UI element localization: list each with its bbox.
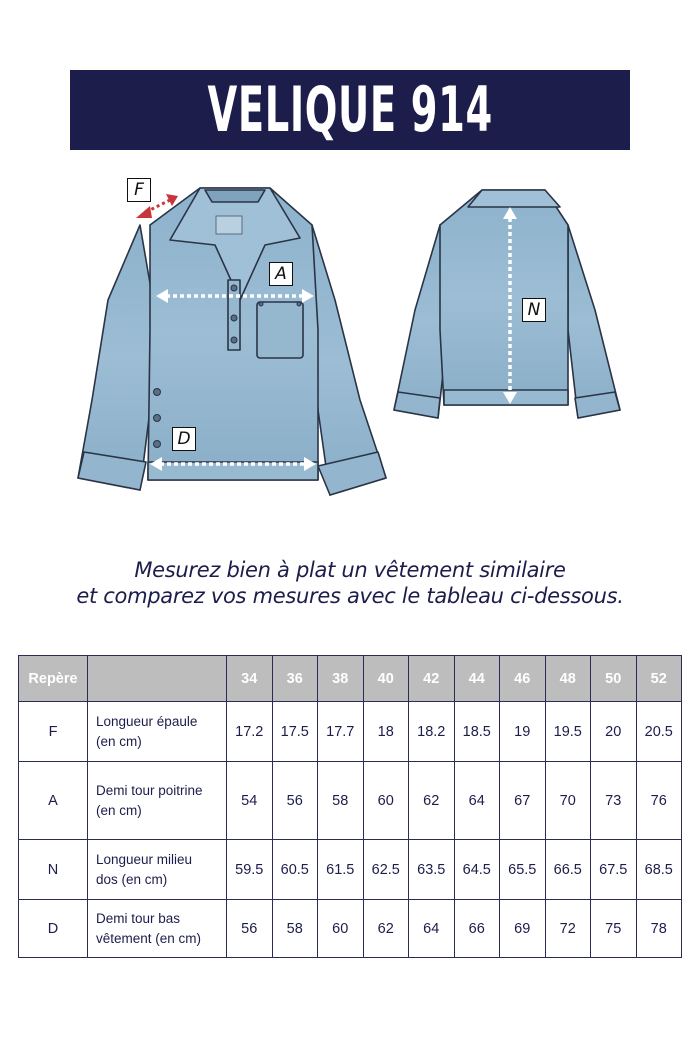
value-cell: 19	[500, 702, 546, 762]
value-cell: 17.7	[318, 702, 364, 762]
header-description	[88, 656, 227, 702]
value-cell: 65.5	[500, 840, 546, 900]
value-cell: 60.5	[272, 840, 318, 900]
value-cell: 64.5	[454, 840, 500, 900]
value-cell: 61.5	[318, 840, 364, 900]
value-cell: 17.5	[272, 702, 318, 762]
table-row	[19, 900, 682, 958]
value-cell: 58	[272, 900, 318, 958]
header-repere: Repère	[19, 656, 88, 702]
label-D: D	[172, 427, 196, 451]
repere-cell: F	[19, 702, 88, 762]
label-N: N	[522, 298, 546, 322]
header-size-40: 40	[363, 656, 409, 702]
header-size-44: 44	[454, 656, 500, 702]
title-banner	[70, 70, 630, 150]
value-cell: 76	[636, 762, 682, 840]
value-cell: 63.5	[409, 840, 455, 900]
value-cell: 66	[454, 900, 500, 958]
header-size-50: 50	[591, 656, 637, 702]
value-cell: 54	[227, 762, 273, 840]
header-size-46: 46	[500, 656, 546, 702]
table-header-row	[19, 656, 682, 702]
table-row	[19, 840, 682, 900]
value-cell: 75	[591, 900, 637, 958]
header-size-52: 52	[636, 656, 682, 702]
value-cell: 60	[363, 762, 409, 840]
table-row	[19, 702, 682, 762]
header-size-38: 38	[318, 656, 364, 702]
value-cell: 62.5	[363, 840, 409, 900]
repere-cell: N	[19, 840, 88, 900]
value-cell: 62	[363, 900, 409, 958]
label-A: A	[269, 262, 293, 286]
value-cell: 18	[363, 702, 409, 762]
instructions-line-2: et comparez vos mesures avec le tableau ci-dessous.	[76, 584, 624, 608]
value-cell: 56	[227, 900, 273, 958]
description-cell: Demi tour bas vêtement (en cm)	[88, 900, 227, 958]
value-cell: 72	[545, 900, 591, 958]
product-title: VELIQUE 914	[207, 73, 493, 146]
value-cell: 67.5	[591, 840, 637, 900]
header-size-42: 42	[409, 656, 455, 702]
value-cell: 18.5	[454, 702, 500, 762]
value-cell: 70	[545, 762, 591, 840]
value-cell: 20.5	[636, 702, 682, 762]
value-cell: 68.5	[636, 840, 682, 900]
value-cell: 64	[409, 900, 455, 958]
value-cell: 73	[591, 762, 637, 840]
instructions-line-1: Mesurez bien à plat un vêtement similaire	[134, 558, 566, 582]
header-size-48: 48	[545, 656, 591, 702]
value-cell: 69	[500, 900, 546, 958]
repere-cell: D	[19, 900, 88, 958]
garment-drawings	[0, 160, 700, 520]
value-cell: 58	[318, 762, 364, 840]
value-cell: 18.2	[409, 702, 455, 762]
description-cell: Longueur milieu dos (en cm)	[88, 840, 227, 900]
header-size-36: 36	[272, 656, 318, 702]
description-cell: Demi tour poitrine (en cm)	[88, 762, 227, 840]
value-cell: 64	[454, 762, 500, 840]
label-F: F	[127, 178, 151, 202]
value-cell: 59.5	[227, 840, 273, 900]
value-cell: 66.5	[545, 840, 591, 900]
garment-illustrations	[0, 160, 700, 520]
value-cell: 60	[318, 900, 364, 958]
value-cell: 67	[500, 762, 546, 840]
value-cell: 17.2	[227, 702, 273, 762]
value-cell: 78	[636, 900, 682, 958]
header-size-34: 34	[227, 656, 273, 702]
repere-cell: A	[19, 762, 88, 840]
measuring-instructions	[0, 557, 700, 609]
value-cell: 20	[591, 702, 637, 762]
value-cell: 62	[409, 762, 455, 840]
description-cell: Longueur épaule (en cm)	[88, 702, 227, 762]
back-garment	[394, 190, 620, 418]
value-cell: 56	[272, 762, 318, 840]
size-chart-table	[18, 655, 682, 958]
table-row	[19, 762, 682, 840]
value-cell: 19.5	[545, 702, 591, 762]
